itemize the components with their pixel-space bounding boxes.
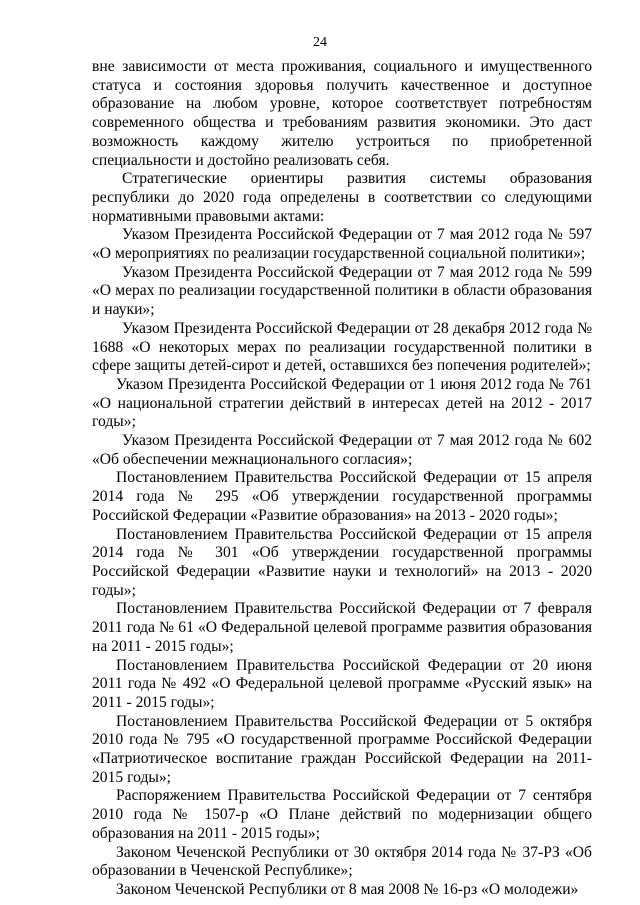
- paragraph-intro-continuation: вне зависимости от места проживания, социального и имущественного статуса и состояния здоровья получить качественное и доступное образование на любом уровне, которое соответствует потребностям современного общества и требованиям развития экономики. Это даст возможность каждому жителю устроиться по приобретенной специальности и достойно реализовать себя.: [92, 58, 592, 169]
- list-item-resolution-492: Постановлением Правительства Российской Федерации от 20 июня 2011 года № 492 «О Федеральной целевой программе «Русский язык» на 2011 - 2015 годы»;: [92, 656, 592, 711]
- list-item-decree-1688: Указом Президента Российской Федерации от 28 декабря 2012 года № 1688 «О некоторых мерах по реализации государственной политики в сфере защиты детей-сирот и детей, оставшихся без попечения родителей»;: [92, 319, 592, 375]
- document-body: [92, 58, 592, 900]
- list-item-law-16: Законом Чеченской Республики от 8 мая 2008 № 16-рз «О молодежи»: [116, 880, 579, 898]
- list-item-order-1507: Распоряжением Правительства Российской Федерации от 7 сентября 2010 года № 1507-р «О Плане действий по модернизации общего образования на 2011 - 2015 годы»;: [92, 787, 592, 842]
- list-item-resolution-301: Постановлением Правительства Российской Федерации от 15 апреля 2014 года № 301 «Об утверждении государственной программы Российской Федерации «Развитие науки и технологий» на 2013 - 2020 годы»;: [92, 525, 592, 599]
- list-item-resolution-295: Постановлением Правительства Российской Федерации от 15 апреля 2014 года № 295 «Об утверждении государственной программы Российской Федерации «Развитие образования» на 2013 - 2020 годы»;: [92, 469, 592, 524]
- list-item-resolution-795: Постановлением Правительства Российской Федерации от 5 октября 2010 года № 795 «О государственной программе Российской Федерации «Патриотическое воспитание граждан Российской Федерации на 2011-2015 годы»;: [92, 712, 592, 786]
- list-item-decree-597: Указом Президента Российской Федерации от 7 мая 2012 года № 597 «О мероприятиях по реализации государственной социальной политики»;: [92, 226, 592, 263]
- list-item-resolution-61: Постановлением Правительства Российской Федерации от 7 февраля 2011 года № 61 «О Федеральной целевой программе развития образования на 2011 - 2015 годы»;: [92, 600, 592, 655]
- list-item-decree-761: Указом Президента Российской Федерации от 1 июня 2012 года № 761 «О национальной стратегии действий в интересах детей на 2012 - 2017 годы»;: [92, 375, 592, 431]
- list-item-decree-599: Указом Президента Российской Федерации от 7 мая 2012 года № 599 «О мерах по реализации государственной политики в области образования и науки»;: [92, 263, 592, 319]
- list-item-law-37: Законом Чеченской Республики от 30 октября 2014 года № 37-РЗ «Об образовании в Чеченской Республике»;: [92, 843, 592, 880]
- paragraph-strategic-guidelines: Стратегические ориентиры развития системы образования республики до 2020 года определены в соответствии со следующими нормативными правовыми актами:: [92, 170, 592, 225]
- list-item-decree-602: Указом Президента Российской Федерации от 7 мая 2012 года № 602 «Об обеспечении межнационального согласия»;: [92, 432, 592, 468]
- page-number: 24: [313, 35, 327, 50]
